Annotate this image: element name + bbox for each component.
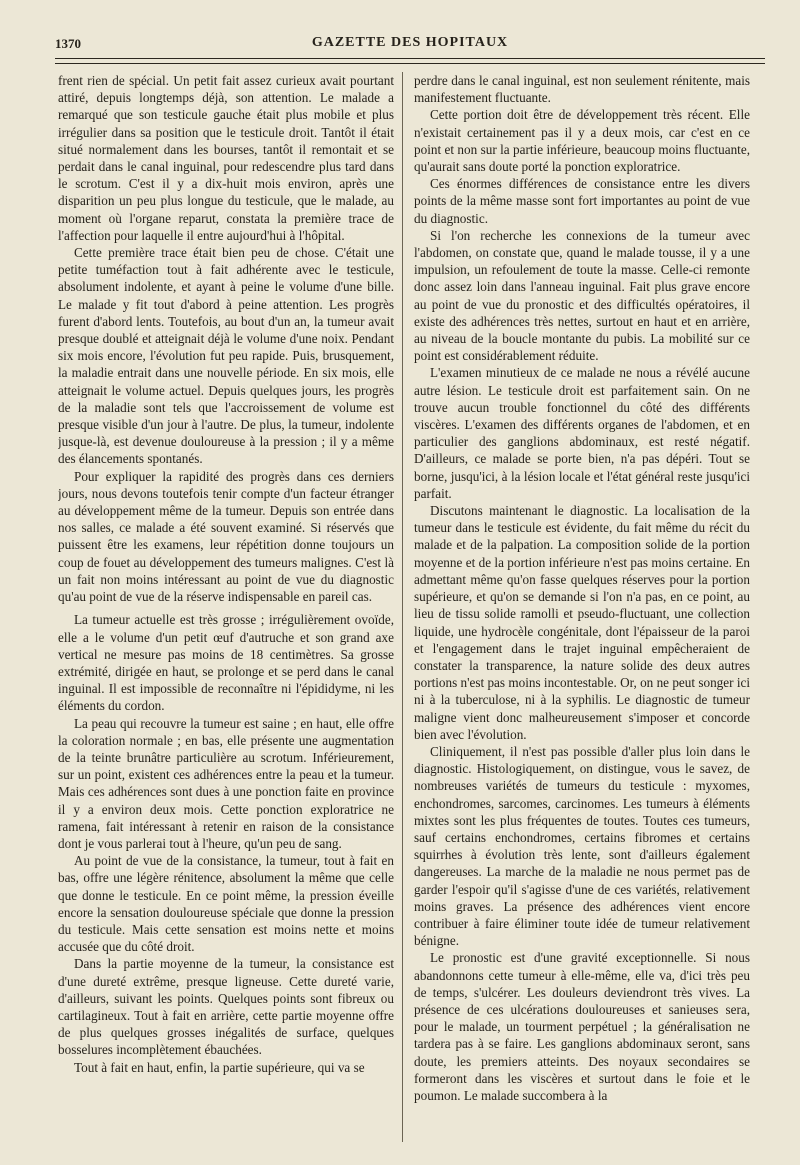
left-column xyxy=(58,72,394,1152)
paragraph: Ces énormes différences de consistance entre les divers points de la même masse sont fort importantes au point de vue du diagnostic. xyxy=(414,176,750,226)
column-divider xyxy=(402,72,403,1142)
paragraph: perdre dans le canal inguinal, est non seulement rénitente, mais manifestement fluctuante. xyxy=(414,73,750,106)
paragraph: Discutons maintenant le diagnostic. La localisation de la tumeur dans le testicule est évidente, du fait même du récit du malade et de la palpation. La composition solide de la portion moyenne et de la portion inférieure n'est pas moins certaine. En admettant même qu'on fasse quelques réserves pour la portion supérieure, et qu'on se demande si l'on n'a pas, en ce point, au lieu de tissu solide ramolli et pseudo-fluctuant, une collection liquide, une hydrocèle congénitale, dont l'épaisseur de la paroi et l'engagement dans le trajet inguinal empêcheraient de constater la transparence, la nature solide des deux autres portions n'est pas moins incontestable. Or, on ne peut songer ici ni à la tuberculose, ni à la syphilis. Le diagnostic de tumeur maligne vient donc malheureusement s'imposer et concorde bien avec l'évolution. xyxy=(414,503,750,742)
paragraph: frent rien de spécial. Un petit fait assez curieux avait pourtant attiré, depuis longtemps déjà, son attention. Le malade a remarqué que son testicule gauche était plus mobile et plus irrégulier dans sa position que le testicule droit. Tantôt il était situé normalement dans les bourses, tantôt il remontait et se perdait dans le canal inguinal, pour redescendre plus tard dans le scrotum. C'est il y a dix-huit mois environ, après une disparition un peu plus longue du testicule, que le malade, au moment où l'organe reparut, constata la première trace de l'affection pour laquelle il entre aujourd'hui à l'hôpital. xyxy=(58,73,394,243)
page-header xyxy=(55,34,765,56)
paragraph: La tumeur actuelle est très grosse ; irrégulièrement ovoïde, elle a le volume d'un petit œuf d'autruche et son grand axe vertical ne mesure pas moins de 18 centimètres. Sa grosse extrémité, dirigée en haut, se prolonge et se perd dans le canal inguinal. Il est impossible de reconnaître ni l'épididyme, ni les éléments du cordon. xyxy=(58,612,394,714)
header-rule-top xyxy=(55,58,765,59)
paragraph: Tout à fait en haut, enfin, la partie supérieure, qui va se xyxy=(74,1059,365,1075)
paragraph: L'examen minutieux de ce malade ne nous a révélé aucune autre lésion. Le testicule droit est parfaitement sain. On ne trouve aucun trouble fonctionnel du côté des différents viscères. L'examen des différents organes de l'abdomen, et en particulier des ganglions abdominaux, est resté négatif. D'ailleurs, ce malade se porte bien, n'a pas dépéri. Tout se borne, jusqu'ici, à la lésion locale et l'état général reste jusqu'ici parfait. xyxy=(414,365,750,501)
paragraph: Le pronostic est d'une gravité exceptionnelle. Si nous abandonnons cette tumeur à elle-même, elle va, d'ici très peu de temps, s'ulcérer. Les douleurs deviendront très vives. La présence de ces ulcérations douloureuses et sanieuses sera, pour le malade, un tourment perpétuel ; la généralisation ne tardera pas à se faire. Les ganglions abdominaux seront, sans doute, les premiers atteints. Des noyaux secondaires se formeront dans les viscères et surtout dans le foie et le poumon. Le malade succombera à la xyxy=(414,950,750,1103)
paragraph: Si l'on recherche les connexions de la tumeur avec l'abdomen, on constate que, quand le malade tousse, il y a une impulsion, un refoulement de toute la masse. Celle-ci remonte donc assez loin dans l'anneau inguinal. Fait plus grave encore au point de vue du pronostic et des difficultés opératoires, il existe des adhérences très nettes, surtout en haut et en arrière, au niveau de la boucle montante du pubis. La mobilité sur ce point est considérablement réduite. xyxy=(414,227,750,364)
paragraph: Cliniquement, il n'est pas possible d'aller plus loin dans le diagnostic. Histologiquement, on distingue, vous le savez, de nombreuses variétés de tumeurs du testicule : myxomes, enchondromes, sarcomes, carcinomes. Les tumeurs à éléments mixtes sont les plus fréquentes de toutes. Toutes ces tumeurs, sauf certains enchondromes, certains fibromes et certains squirrhes à évolution très lente, sont d'ailleurs également dangereuses. La marche de la maladie ne nous permet pas de garder l'espoir qu'il s'agisse d'une de ces variétés, relativement moins graves. La présence des adhérences vient encore contribuer à faire éliminer toute idée de tumeur relativement bénigne. xyxy=(414,743,750,949)
paragraph: La peau qui recouvre la tumeur est saine ; en haut, elle offre la coloration normale ; en bas, elle présente une augmentation de la teinte brunâtre particulière au scrotum. Inférieurement, sur un point, existent ces adhérences entre la peau et la tumeur. Mais ces adhérences sont dues à une ponction faite en province il y a environ deux mois. Cette ponction exploratrice ne ramena, fait intéressant à retenir en raison de la consistance dont je vous parlerai tout à l'heure, qu'un peu de sang. xyxy=(58,715,394,851)
paragraph: Cette portion doit être de développement très récent. Elle n'existait certainement pas il y a deux mois, car c'est en ce point et non sur la partie inférieure, beaucoup moins fluctuante, qu'aurait sans doute porté la ponction exploratrice. xyxy=(414,107,750,175)
header-rule-bottom xyxy=(55,63,765,64)
paragraph: Cette première trace était bien peu de chose. C'était une petite tuméfaction tout à fait adhérente avec le testicule, absolument indolente, et ayant à peine le volume d'une bille. Le malade y fit tout d'abord à peine attention. Les progrès furent d'abord lents. Toutefois, au bout d'un an, la tumeur avait presque doublé et atteignait déjà le volume d'une noix. Pendant six mois encore, l'évolution fut peu rapide. Puis, brusquement, la maladie entrait dans une nouvelle période. En six mois, elle atteignait le volume actuel. Depuis quelques jours, les progrès de la maladie sont tels que l'accroissement de volume est presque visible d'un jour à l'autre. De plus, la tumeur, indolente jusque-là, est devenue douloureuse à la pression ; il y a même des élancements spontanés. xyxy=(58,245,394,467)
paragraph: Au point de vue de la consistance, la tumeur, tout à fait en bas, offre une légère rénitence, absolument la même que celle que donne le testicule. En ce point même, la pression éveille encore la sensation douloureuse spéciale que donne la pression du testicule. Mais cette sensation est moins nette et moins accusée que du côté droit. xyxy=(58,853,394,955)
right-column xyxy=(414,72,750,1152)
page-number: 1370 xyxy=(55,36,81,51)
paragraph: Dans la partie moyenne de la tumeur, la consistance est d'une dureté extrême, presque ligneuse. Cette dureté varie, d'ailleurs, suivant les points. Quelques points sont fibreux ou cartilagineux. Tout à fait en arrière, cette partie moyenne offre de plus quelques grosses inégalités de surface, quelques bosselures incomplètement ébauchées. xyxy=(58,956,394,1058)
paragraph: Pour expliquer la rapidité des progrès dans ces derniers jours, nous devons toutefois tenir compte d'un facteur étranger au développement même de la tumeur. Depuis son entrée dans nos salles, ce malade a été souvent examiné. Si réservés que puissent être les examens, leur répétition donne toujours un coup de fouet au développement des tumeurs malignes. C'est là un fait non moins intéressant au point de vue du diagnostic qu'au point de vue de la réserve indispensable en pareil cas. xyxy=(58,468,394,605)
journal-title: GAZETTE DES HOPITAUX xyxy=(311,35,509,50)
